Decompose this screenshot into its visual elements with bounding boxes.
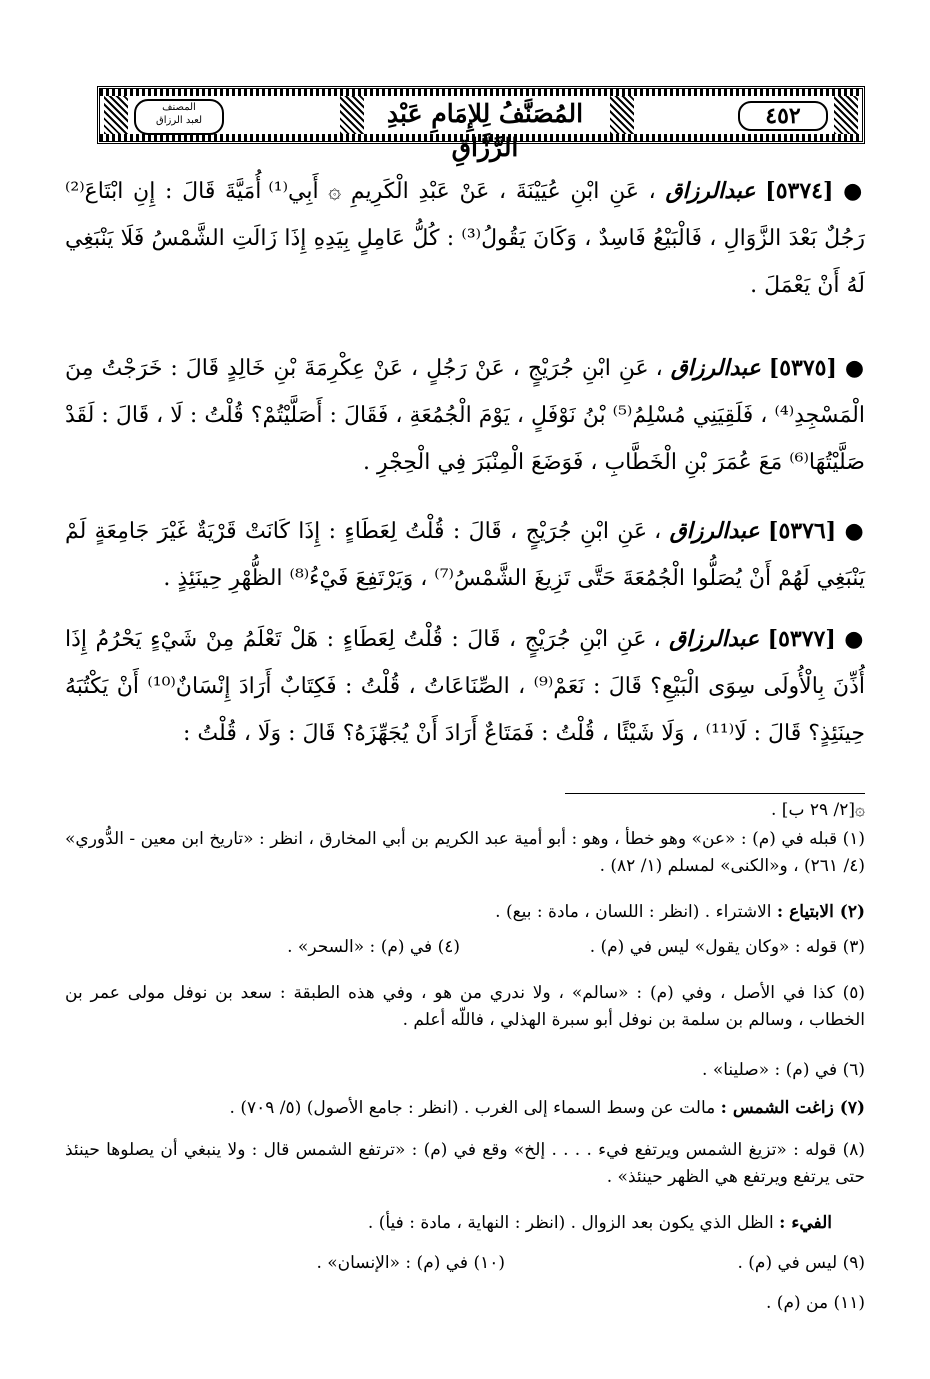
entry-text: ، عَنِ ابْنِ جُرَيْجٍ ، عَنْ رَجُلٍ ، عَنْ عِكْرِمَةَ بْنِ خَالِدٍ قَالَ : خَرَجْتُ مِنَ الْمَسْجِدِ⁽⁴⁾ ، فَلَقِيَنِي مُسْلِمُ⁽⁵⁾ بْنُ نَوْفَلٍ ، يَوْمَ الْجُمُعَةِ ، فَقَالَ : أَصَلَّيْتُمْ؟ قُلْتُ : لَا ، قَالَ : لَقَدْ صَلَّيْتُهَا⁽⁶⁾ مَعَ عُمَرَ بْنِ الْخَطَّابِ ، فَوَضَعَ الْمِنْبَرَ فِي الْحِجْرِ . [65,356,865,475]
entry-author: عبدالرزاق [665,178,756,204]
side-emblem-bottom: لعبد الرزاق [155,115,203,126]
hadith-entry: ● [٥٣٧٥] عبدالرزاق ، عَنِ ابْنِ جُرَيْجٍ ، عَنْ رَجُلٍ ، عَنْ عِكْرِمَةَ بْنِ خَالِدٍ قَالَ : خَرَجْتُ مِنَ الْمَسْجِدِ⁽⁴⁾ ، فَلَقِيَنِي مُسْلِمُ⁽⁵⁾ بْنُ نَوْفَلٍ ، يَوْمَ الْجُمُعَةِ ، فَقَالَ : أَصَلَّيْتُمْ؟ قُلْتُ : لَا ، قَالَ : لَقَدْ صَلَّيْتُهَا⁽⁶⁾ مَعَ عُمَرَ بْنِ الْخَطَّابِ ، فَوَضَعَ الْمِنْبَرَ فِي الْحِجْرِ . [65,355,865,475]
hadith-entry: ● [٥٣٧٤] عبدالرزاق ، عَنِ ابْنِ عُيَيْنَةَ ، عَنْ عَبْدِ الْكَرِيمِ ۞ أَبِي⁽¹⁾ أُمَيَّةَ قَالَ : إِنِ ابْتَاعَ⁽²⁾ رَجُلٌ بَعْدَ الزَّوَالِ ، فَالْبَيْعُ فَاسِدٌ ، وَكَانَ يَقُولُ⁽³⁾ : كُلُّ عَامِلٍ بِيَدِهِ إِذَا زَالَتِ الشَّمْسُ فَلَا يَنْبَغِي لَهُ أَنْ يَعْمَلَ . [65,178,866,298]
hadith-entry: ● [٥٣٧٦] عبدالرزاق ، عَنِ ابْنِ جُرَيْجٍ ، قَالَ : قُلْتُ لِعَطَاءٍ : إِذَا كَانَتْ قَرْيَةٌ غَيْرَ جَامِعَةٍ لَمْ يَنْبَغِي لَهُمْ أَنْ يُصَلُّوا الْجُمُعَةَ حَتَّى تَزِيغَ الشَّمْسُ⁽⁷⁾ ، وَيَرْتَفِعَ فَيْءُ⁽⁸⁾ الظُّهْرِ حِينَئِذٍ . [65,518,865,591]
footnote-2 [65,899,865,926]
hadith-entry: ● [٥٣٧٧] عبدالرزاق ، عَنِ ابْنِ جُرَيْجٍ ، قَالَ : قُلْتُ لِعَطَاءٍ : هَلْ تَعْلَمُ مِنْ شَيْءٍ يَحْرُمُ إِذَا أُذِّنَ بِالْأُولَى سِوَى الْبَيْعِ؟ قَالَ : نَعَمْ⁽⁹⁾ ، الصِّنَاعَاتُ ، قُلْتُ : فَكِتَابٌ أَرَادَ إِنْسَانٌ⁽¹⁰⁾ أَنْ يَكْتُبَهُ حِينَئِذٍ؟ قَالَ : لَا⁽¹¹⁾ ، وَلَا شَيْئًا ، قُلْتُ : فَمَتَاعٌ أَرَادَ أَنْ يُجَهِّزَهُ؟ قَالَ : وَلَا ، قُلْتُ : [65,626,865,746]
footnote-9: (٩) ليس في (م) . [737,1253,865,1273]
header-border-top [100,89,862,96]
entry-number: [٥٣٧٦] [768,518,837,544]
footnote-1: (١) قبله في (م) : «عن» وهو خطأ ، وهو : أبو أمية عبد الكريم بن أبي المخارق ، انظر : «تاريخ ابن معين - الدُّوري» (٤/ ٢٦١) ، و«الكنى» لمسلم (١/ ٨٢) . [65,829,865,876]
footnote-7 [65,1095,865,1122]
entry-author: عبدالرزاق [669,518,760,544]
footnote-8: (٨) قوله : «تزيغ الشمس ويرتفع فيء . . . . إلخ» وقع في (م) : «ترتفع الشمس قال : ولا ينبغي أن يصلوها حينئذ حتى يرتفع ويرتفع هي الظهر حينئذ» . [65,1140,865,1187]
entry-text: ، عَنِ ابْنِ جُرَيْجٍ ، قَالَ : قُلْتُ لِعَطَاءٍ : هَلْ تَعْلَمُ مِنْ شَيْءٍ يَحْرُمُ إِذَا أُذِّنَ بِالْأُولَى سِوَى الْبَيْعِ؟ قَالَ : نَعَمْ⁽⁹⁾ ، الصِّنَاعَاتُ ، قُلْتُ : فَكِتَابٌ أَرَادَ إِنْسَانٌ⁽¹⁰⁾ أَنْ يَكْتُبَهُ حِينَئِذٍ؟ قَالَ : لَا⁽¹¹⁾ ، وَلَا شَيْئًا ، قُلْتُ : فَمَتَاعٌ أَرَادَ أَنْ يُجَهِّزَهُ؟ قَالَ : وَلَا ، قُلْتُ : [65,627,865,746]
footnote-4: (٤) في (م) : «السحر» . [287,937,460,957]
entry-number: [٥٣٧٤] [765,178,834,204]
footnote-11: (١١) من (م) . [766,1293,865,1313]
footnote-6: (٦) في (م) : «صلينا» . [702,1060,865,1080]
entry-text: ، عَنِ ابْنِ جُرَيْجٍ ، قَالَ : قُلْتُ لِعَطَاءٍ : إِذَا كَانَتْ قَرْيَةٌ غَيْرَ جَامِعَةٍ لَمْ يَنْبَغِي لَهُمْ أَنْ يُصَلُّوا الْجُمُعَةَ حَتَّى تَزِيغَ الشَّمْسُ⁽⁷⁾ ، وَيَرْتَفِعَ فَيْءُ⁽⁸⁾ الظُّهْرِ حِينَئِذٍ . [65,519,865,591]
book-title: المُصَنَّفُ لِلإِمَامِ عَبْدِ الرَّزَّاقِ [386,99,584,162]
side-emblem [134,99,224,135]
ornament-icon [834,96,858,134]
footnote-term: (٢) الابتياع : [776,902,865,922]
footnote-3: (٣) قوله : «وكان يقول» ليس في (م) . [589,937,865,957]
page-number: ٤٥٢ [738,101,828,131]
entry-text: ، عَنِ ابْنِ عُيَيْنَةَ ، عَنْ عَبْدِ الْكَرِيمِ ۞ أَبِي⁽¹⁾ أُمَيَّةَ قَالَ : إِنِ ابْتَاعَ⁽²⁾ رَجُلٌ بَعْدَ الزَّوَالِ ، فَالْبَيْعُ فَاسِدٌ ، وَكَانَ يَقُولُ⁽³⁾ : كُلُّ عَامِلٍ بِيَدِهِ إِذَا زَالَتِ الشَّمْسُ فَلَا يَنْبَغِي لَهُ أَنْ يَعْمَلَ . [65,179,866,298]
entry-number: [٥٣٧٥] [768,355,837,381]
side-emblem-top: المصنف [162,102,196,113]
footnote-5: (٥) كذا في الأصل ، وفي (م) : «سالم» ، ولا ندري من هو ، وفي هذه الطبقة : سعد بن نوفل مولى عمر بن الخطاب ، وسالم بن سلمة بن نوفل أبو سبرة الهذلي ، فاللّه أعلم . [65,983,865,1030]
entry-number: [٥٣٧٧] [767,626,836,652]
footnote-term: الفيء : [779,1213,832,1233]
footnote-10: (١٠) في (م) : «الإنسان» . [316,1253,505,1273]
footnote-8-gloss [65,1210,832,1237]
entry-author: عبدالرزاق [669,626,760,652]
ornament-icon [104,96,128,134]
entry-author: عبدالرزاق [670,355,761,381]
footnote-term: (٧) زاغت الشمس : [720,1098,865,1118]
ornament-icon [610,96,634,134]
running-header [97,86,865,162]
footnote-text: مالت عن وسط السماء إلى الغرب . (انظر : جامع الأصول) (٥/ ٧٠٩) . [229,1098,716,1118]
footnote-text: الظل الذي يكون بعد الزوال . (انظر : النهاية ، مادة : فيأ) . [367,1213,774,1233]
footnote-separator [565,793,865,794]
footnote-text: الاشتراء . (انظر : اللسان ، مادة : بيع) . [495,902,772,922]
footnote-marker: ۞[٢/ ٢٩ ب] . [771,800,865,820]
ornament-icon [340,96,364,134]
